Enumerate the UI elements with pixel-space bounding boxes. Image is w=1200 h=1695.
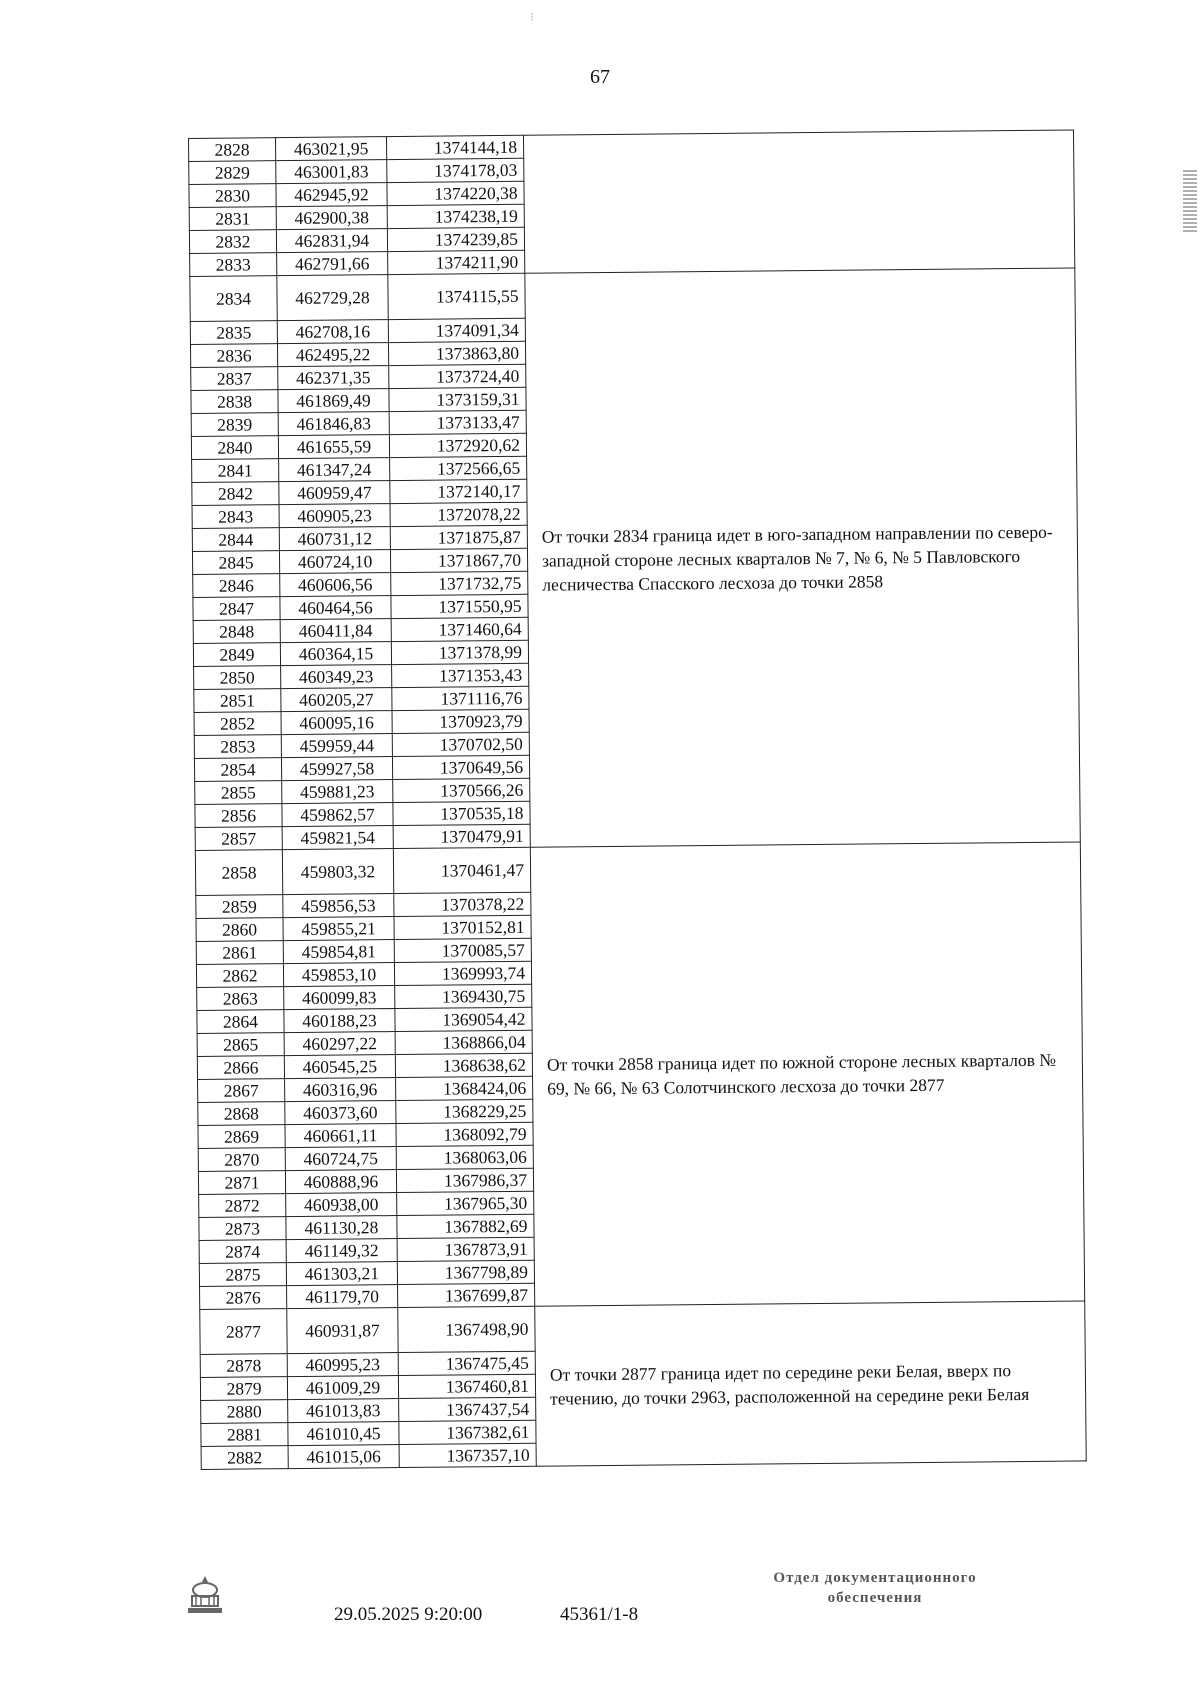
y-coordinate-cell: 1374220,38 <box>387 181 524 205</box>
y-coordinate-cell: 1367798,89 <box>397 1260 534 1284</box>
x-coordinate-cell: 462791,66 <box>277 252 388 276</box>
x-coordinate-cell: 460545,25 <box>284 1055 395 1079</box>
x-coordinate-cell: 461869,49 <box>278 389 389 413</box>
y-coordinate-cell: 1370702,50 <box>392 732 529 756</box>
y-coordinate-cell: 1368866,04 <box>395 1030 532 1054</box>
y-coordinate-cell: 1371460,64 <box>391 617 528 641</box>
y-coordinate-cell: 1374239,85 <box>387 227 524 251</box>
point-number-cell: 2837 <box>191 367 278 391</box>
point-number-cell: 2836 <box>190 344 277 368</box>
y-coordinate-cell: 1371732,75 <box>391 571 528 595</box>
x-coordinate-cell: 462945,92 <box>276 183 387 207</box>
y-coordinate-cell: 1373863,80 <box>388 341 525 365</box>
y-coordinate-cell: 1374144,18 <box>386 135 523 159</box>
y-coordinate-cell: 1374115,55 <box>388 273 525 319</box>
y-coordinate-cell: 1368424,06 <box>396 1076 533 1100</box>
point-number-cell: 2871 <box>198 1171 285 1195</box>
x-coordinate-cell: 460731,12 <box>279 527 390 551</box>
y-coordinate-cell: 1371550,95 <box>391 594 528 618</box>
point-number-cell: 2834 <box>190 276 277 322</box>
point-number-cell: 2828 <box>189 138 276 162</box>
x-coordinate-cell: 460095,16 <box>281 711 392 735</box>
y-coordinate-cell: 1370649,56 <box>392 755 529 779</box>
x-coordinate-cell: 460099,83 <box>284 986 395 1010</box>
y-coordinate-cell: 1372566,65 <box>390 456 527 480</box>
point-number-cell: 2874 <box>199 1240 286 1264</box>
point-number-cell: 2835 <box>190 321 277 345</box>
x-coordinate-cell: 461179,70 <box>287 1285 398 1309</box>
point-number-cell: 2869 <box>198 1125 285 1149</box>
x-coordinate-cell: 462831,94 <box>276 229 387 253</box>
y-coordinate-cell: 1370152,81 <box>394 915 531 939</box>
point-number-cell: 2851 <box>194 689 281 713</box>
point-number-cell: 2832 <box>189 230 276 254</box>
table-row <box>195 842 1080 895</box>
point-number-cell: 2866 <box>197 1056 284 1080</box>
point-number-cell: 2844 <box>192 528 279 552</box>
x-coordinate-cell: 460888,96 <box>285 1170 396 1194</box>
y-coordinate-cell: 1372920,62 <box>389 433 526 457</box>
point-number-cell: 2864 <box>197 1010 284 1034</box>
point-number-cell: 2846 <box>193 574 280 598</box>
point-number-cell: 2863 <box>197 987 284 1011</box>
x-coordinate-cell: 461149,32 <box>286 1239 397 1263</box>
x-coordinate-cell: 462729,28 <box>277 275 388 321</box>
y-coordinate-cell: 1370923,79 <box>392 709 529 733</box>
point-number-cell: 2840 <box>191 436 278 460</box>
y-coordinate-cell: 1367498,90 <box>398 1306 535 1352</box>
point-number-cell: 2841 <box>192 459 279 483</box>
x-coordinate-cell: 461130,28 <box>286 1216 397 1240</box>
boundary-description-cell <box>523 130 1074 273</box>
x-coordinate-cell: 459959,44 <box>281 734 392 758</box>
x-coordinate-cell: 462495,22 <box>277 343 388 367</box>
point-number-cell: 2830 <box>189 184 276 208</box>
point-number-cell: 2852 <box>194 712 281 736</box>
y-coordinate-cell: 1367965,30 <box>397 1191 534 1215</box>
x-coordinate-cell: 460364,15 <box>280 642 391 666</box>
point-number-cell: 2854 <box>194 758 281 782</box>
point-number-cell: 2882 <box>201 1446 288 1470</box>
y-coordinate-cell: 1370085,57 <box>394 938 531 962</box>
x-coordinate-cell: 459856,53 <box>283 894 394 918</box>
x-coordinate-cell: 461655,59 <box>278 435 389 459</box>
x-coordinate-cell: 460995,23 <box>287 1353 398 1377</box>
y-coordinate-cell: 1367357,10 <box>399 1443 536 1467</box>
point-number-cell: 2872 <box>199 1194 286 1218</box>
scan-edge-mark <box>1183 170 1197 234</box>
point-number-cell: 2879 <box>200 1377 287 1401</box>
point-number-cell: 2847 <box>193 597 280 621</box>
x-coordinate-cell: 459853,10 <box>283 963 394 987</box>
y-coordinate-cell: 1368063,06 <box>396 1145 533 1169</box>
x-coordinate-cell: 460373,60 <box>285 1101 396 1125</box>
boundary-description-cell: От точки 2858 граница идет по южной стороне лесных кварталов № 69, № 66, № 63 Солотчинского лесхоза до точки 2877 <box>530 842 1084 1306</box>
y-coordinate-cell: 1372140,17 <box>390 479 527 503</box>
point-number-cell: 2858 <box>195 850 282 896</box>
x-coordinate-cell: 463001,83 <box>276 160 387 184</box>
point-number-cell: 2865 <box>197 1033 284 1057</box>
point-number-cell: 2880 <box>201 1400 288 1424</box>
y-coordinate-cell: 1370479,91 <box>393 824 530 848</box>
table-row <box>189 130 1074 161</box>
x-coordinate-cell: 459862,57 <box>282 803 393 827</box>
scan-artifact-top: ⁝ <box>530 10 534 24</box>
point-number-cell: 2867 <box>198 1079 285 1103</box>
department-stamp <box>730 1568 1020 1608</box>
point-number-cell: 2859 <box>196 895 283 919</box>
x-coordinate-cell: 462900,38 <box>276 206 387 230</box>
y-coordinate-cell: 1371116,76 <box>392 686 529 710</box>
y-coordinate-cell: 1371378,99 <box>391 640 528 664</box>
y-coordinate-cell: 1368229,25 <box>396 1099 533 1123</box>
y-coordinate-cell: 1368092,79 <box>396 1122 533 1146</box>
point-number-cell: 2838 <box>191 390 278 414</box>
x-coordinate-cell: 460188,23 <box>284 1009 395 1033</box>
x-coordinate-cell: 461015,06 <box>288 1445 399 1469</box>
x-coordinate-cell: 459927,58 <box>281 757 392 781</box>
footer-date: 29.05.2025 9:20:00 <box>334 1604 483 1625</box>
point-number-cell: 2850 <box>194 666 281 690</box>
point-number-cell: 2875 <box>199 1263 286 1287</box>
x-coordinate-cell: 460411,84 <box>280 619 391 643</box>
y-coordinate-cell: 1373159,31 <box>389 387 526 411</box>
y-coordinate-cell: 1367986,37 <box>396 1168 533 1192</box>
point-number-cell: 2831 <box>189 207 276 231</box>
x-coordinate-cell: 463021,95 <box>276 137 387 161</box>
x-coordinate-cell: 459855,21 <box>283 917 394 941</box>
y-coordinate-cell: 1367437,54 <box>399 1397 536 1421</box>
y-coordinate-cell: 1367873,91 <box>397 1237 534 1261</box>
x-coordinate-cell: 459821,54 <box>282 826 393 850</box>
point-number-cell: 2849 <box>193 643 280 667</box>
footer-document-number: 45361/1-8 <box>560 1604 639 1625</box>
point-number-cell: 2833 <box>190 253 277 277</box>
x-coordinate-cell: 460931,87 <box>287 1308 398 1354</box>
point-number-cell: 2860 <box>196 918 283 942</box>
point-number-cell: 2878 <box>200 1354 287 1378</box>
x-coordinate-cell: 460661,11 <box>285 1124 396 1148</box>
y-coordinate-cell: 1370378,22 <box>394 892 531 916</box>
x-coordinate-cell: 460724,10 <box>279 550 390 574</box>
point-number-cell: 2843 <box>192 505 279 529</box>
stamp-line: обеспечения <box>827 1590 923 1606</box>
y-coordinate-cell: 1371353,43 <box>392 663 529 687</box>
point-number-cell: 2877 <box>200 1309 287 1355</box>
point-number-cell: 2848 <box>193 620 280 644</box>
point-number-cell: 2862 <box>196 964 283 988</box>
x-coordinate-cell: 460464,56 <box>280 596 391 620</box>
x-coordinate-cell: 460316,96 <box>285 1078 396 1102</box>
x-coordinate-cell: 460938,00 <box>286 1193 397 1217</box>
boundary-description-cell: От точки 2877 граница идет по середине реки Белая, вверх по течению, до точки 2963, расположенной на середине реки Белая <box>535 1301 1087 1466</box>
y-coordinate-cell: 1370566,26 <box>393 778 530 802</box>
x-coordinate-cell: 461010,45 <box>288 1422 399 1446</box>
y-coordinate-cell: 1371867,70 <box>390 548 527 572</box>
x-coordinate-cell: 460905,23 <box>279 504 390 528</box>
y-coordinate-cell: 1369430,75 <box>395 984 532 1008</box>
x-coordinate-cell: 461303,21 <box>286 1262 397 1286</box>
y-coordinate-cell: 1367382,61 <box>399 1420 536 1444</box>
y-coordinate-cell: 1367460,81 <box>398 1374 535 1398</box>
point-number-cell: 2876 <box>200 1286 287 1310</box>
point-number-cell: 2857 <box>195 827 282 851</box>
y-coordinate-cell: 1374091,34 <box>388 318 525 342</box>
x-coordinate-cell: 462708,16 <box>277 320 388 344</box>
y-coordinate-cell: 1367475,45 <box>398 1351 535 1375</box>
y-coordinate-cell: 1374211,90 <box>388 250 525 274</box>
point-number-cell: 2845 <box>192 551 279 575</box>
x-coordinate-cell: 459803,32 <box>282 849 393 895</box>
table-row <box>200 1301 1085 1354</box>
y-coordinate-cell: 1369993,74 <box>394 961 531 985</box>
y-coordinate-cell: 1370461,47 <box>393 847 530 893</box>
x-coordinate-cell: 461013,83 <box>288 1399 399 1423</box>
y-coordinate-cell: 1373724,40 <box>389 364 526 388</box>
stamp-line: Отдел документационного <box>773 1570 977 1586</box>
point-number-cell: 2873 <box>199 1217 286 1241</box>
y-coordinate-cell: 1368638,62 <box>395 1053 532 1077</box>
y-coordinate-cell: 1369054,42 <box>395 1007 532 1031</box>
y-coordinate-cell: 1374178,03 <box>387 158 524 182</box>
boundary-description-cell: От точки 2834 граница идет в юго-западном направлении по северо-западной стороне лесных кварталов № 7, № 6, № 5 Павловского лесничества Спасского лесхоза до точки 2858 <box>525 268 1080 847</box>
point-number-cell: 2842 <box>192 482 279 506</box>
x-coordinate-cell: 460724,75 <box>285 1147 396 1171</box>
point-number-cell: 2861 <box>196 941 283 965</box>
point-number-cell: 2881 <box>201 1423 288 1447</box>
y-coordinate-cell: 1373133,47 <box>389 410 526 434</box>
x-coordinate-cell: 459854,81 <box>283 940 394 964</box>
table-row <box>190 268 1075 321</box>
point-number-cell: 2853 <box>194 735 281 759</box>
y-coordinate-cell: 1367699,87 <box>398 1283 535 1307</box>
x-coordinate-cell: 461347,24 <box>279 458 390 482</box>
x-coordinate-cell: 460959,47 <box>279 481 390 505</box>
point-number-cell: 2868 <box>198 1102 285 1126</box>
point-number-cell: 2839 <box>191 413 278 437</box>
x-coordinate-cell: 460297,22 <box>284 1032 395 1056</box>
x-coordinate-cell: 459881,23 <box>282 780 393 804</box>
page-number: 67 <box>590 66 610 88</box>
emblem-logo-icon <box>182 1572 228 1618</box>
coordinates-table <box>188 129 1087 1469</box>
point-number-cell: 2870 <box>198 1148 285 1172</box>
x-coordinate-cell: 460205,27 <box>281 688 392 712</box>
y-coordinate-cell: 1367882,69 <box>397 1214 534 1238</box>
y-coordinate-cell: 1374238,19 <box>387 204 524 228</box>
x-coordinate-cell: 460606,56 <box>280 573 391 597</box>
y-coordinate-cell: 1371875,87 <box>390 525 527 549</box>
x-coordinate-cell: 462371,35 <box>278 366 389 390</box>
y-coordinate-cell: 1372078,22 <box>390 502 527 526</box>
x-coordinate-cell: 460349,23 <box>281 665 392 689</box>
y-coordinate-cell: 1370535,18 <box>393 801 530 825</box>
x-coordinate-cell: 461846,83 <box>278 412 389 436</box>
x-coordinate-cell: 461009,29 <box>287 1376 398 1400</box>
point-number-cell: 2856 <box>195 804 282 828</box>
point-number-cell: 2855 <box>195 781 282 805</box>
point-number-cell: 2829 <box>189 161 276 185</box>
